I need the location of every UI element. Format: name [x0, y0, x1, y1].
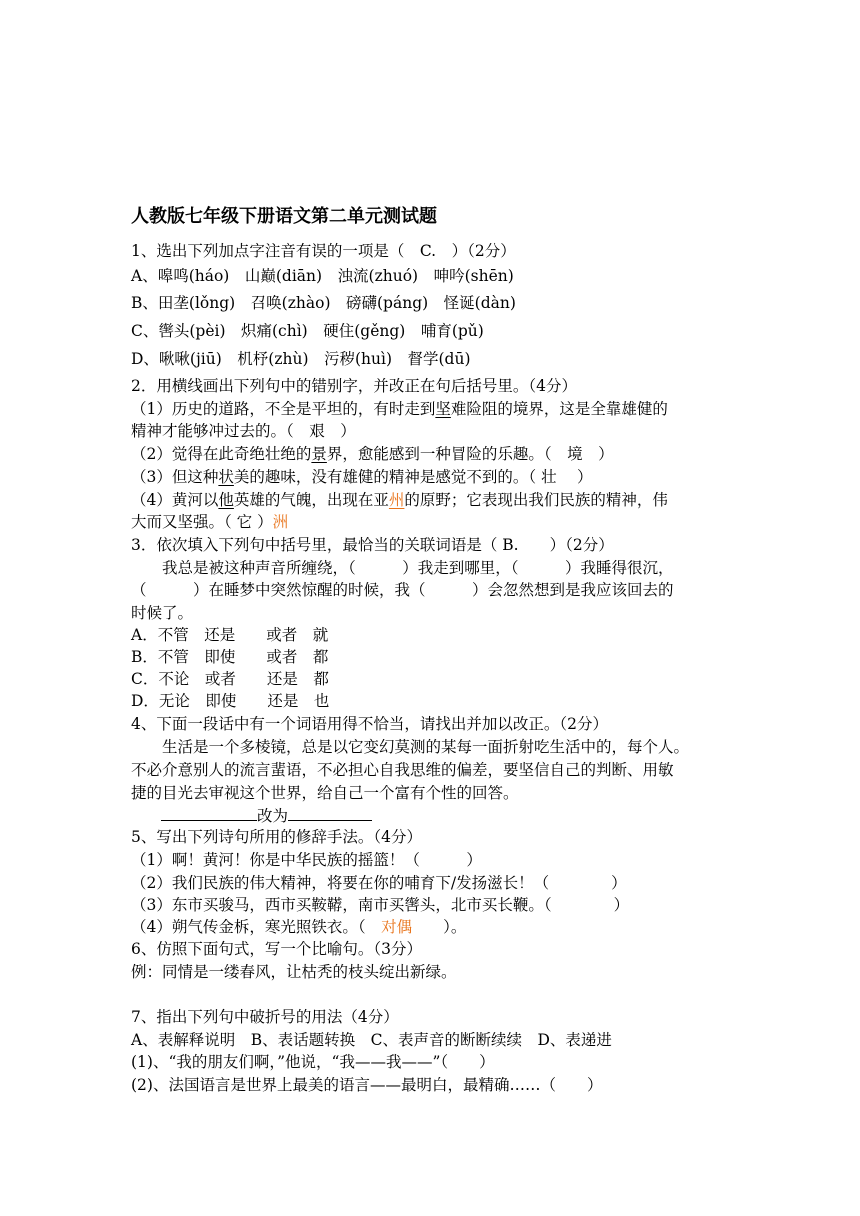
q4-passage-line-2: 不必介意别人的流言蜚语，不必担心自我思维的偏差，要坚信自己的判断、用敏	[131, 761, 674, 779]
q4-blank-correct-word[interactable]	[288, 804, 372, 821]
q1-option-c: C、辔头(pèi) 炽痛(chì) 硬住(gěng) 哺育(pǔ)	[131, 322, 484, 340]
q4-answer-line	[131, 804, 372, 827]
q7-sentence-1: (1)、“我的朋友们啊，”他说，“我——我——”（ ）	[131, 1053, 495, 1071]
q1-option-b: B、田垄(lǒng) 召唤(zhào) 磅礴(páng) 怪诞(dàn)	[131, 294, 516, 312]
q7-sentence-2: (2)、法国语言是世界上最美的语言——最明白，最精确……（ ）	[131, 1076, 603, 1094]
q2-stem: 2．用横线画出下列句中的错别字，并改正在句后括号里。（4分）	[131, 377, 577, 395]
q7-options: A、表解释说明 B、表话题转换 C、表声音的断断续续 D、表递进	[131, 1031, 612, 1049]
q6-stem: 6、仿照下面句式，写一个比喻句。（3分）	[131, 940, 422, 958]
q4-blank-wrong-word[interactable]	[161, 804, 257, 821]
q5-line-2: （2）我们民族的伟大精神，将要在你的哺育下/发扬滋长！（ ）	[131, 874, 627, 892]
q2-s2-text-post: 界，愈能感到一种冒险的乐趣。（ 境 ）	[326, 445, 614, 463]
q5-line-1: （1）啊！黄河！你是中华民族的摇篮！（ ）	[131, 851, 482, 869]
q2-sentence-1	[131, 398, 668, 420]
q4-passage-line-3: 捷的目光去审视这个世界，给自己一个富有个性的回答。	[131, 784, 519, 802]
q2-sentence-3	[131, 466, 593, 488]
q4-passage-line-1: 生活是一个多棱镜，总是以它变幻莫测的某每一面折射吃生活中的，每个人。	[131, 738, 690, 756]
q2-s1-text-pre: （1）历史的道路，不全是平坦的，有时走到	[131, 400, 436, 418]
q3-option-d: D．无论 即使 还是 也	[131, 692, 330, 710]
q3-passage-line-2: （ ）在睡梦中突然惊醒的时候，我（ ）会忽然想到是我应该回去的	[131, 581, 674, 599]
q1-option-a: A、嗥鸣(háo) 山巅(diān) 浊流(zhuó) 呻吟(shēn)	[131, 267, 514, 285]
q2-s4-text-pre: （4）黄河以	[131, 491, 219, 509]
q3-stem: 3．依次填入下列句中括号里，最恰当的关联词语是（ B. ）（2分）	[131, 536, 614, 554]
q2-s2-error-char: 景	[311, 445, 327, 463]
q2-sentence-4-cont	[131, 511, 288, 533]
q3-passage-line-1: 我总是被这种声音所缠绕，（ ）我走到哪里，（ ）我睡得很沉，	[131, 559, 674, 577]
q2-s4-error-char-1: 他	[218, 491, 234, 509]
q4-change-to-label: 改为	[257, 807, 289, 825]
q3-option-c: C．不论 或者 还是 都	[131, 670, 329, 688]
q1-option-d: D、啾啾(jiū) 机杼(zhù) 污秽(huì) 督学(dū)	[131, 350, 471, 368]
q4-stem: 4、下面一段话中有一个词语用得不恰当，请找出并加以改正。（2分）	[131, 715, 608, 733]
q2-sentence-1-cont: 精神才能够冲过去的。（ 艰 ）	[131, 422, 356, 440]
q5-stem: 5、写出下列诗句所用的修辞手法。（4分）	[131, 828, 422, 846]
q5-line-3: （3）东市买骏马，西市买鞍鞯，南市买辔头，北市买长鞭。（ ）	[131, 896, 630, 914]
q5-line-4-answer: 对偶	[381, 918, 413, 936]
q2-s1-error-char: 坚	[435, 400, 451, 418]
q5-line-4	[131, 916, 466, 938]
q2-s4-text-post: 的原野；它表现出我们民族的精神，伟	[404, 491, 668, 509]
q2-s2-text-pre: （2）觉得在此奇绝壮绝的	[131, 445, 312, 463]
q2-sentence-4	[131, 489, 668, 511]
q3-option-a: A．不管 还是 或者 就	[131, 626, 329, 644]
q2-s1-text-post: 难险阻的境界，这是全靠雄健的	[450, 400, 668, 418]
q2-s4-cont-text: 大而又坚强。（ 它 ）	[131, 513, 273, 531]
q2-s4-error-char-2: 州	[388, 491, 405, 509]
q7-stem: 7、指出下列句中破折号的用法（4分）	[131, 1008, 399, 1026]
q6-example: 例：同情是一缕春风，让枯秃的枝头绽出新绿。	[131, 963, 457, 981]
q5-line-4-text: （4）朔气传金柝，寒光照铁衣。（	[131, 918, 382, 936]
q2-s3-error-char: 状	[218, 468, 234, 486]
q5-line-4-close: ）。	[412, 918, 467, 936]
q1-stem: 1、选出下列加点字注音有误的一项是（ C. ）（2分）	[131, 242, 516, 260]
page-title: 人教版七年级下册语文第二单元测试题	[131, 206, 437, 227]
q2-s3-text-pre: （3）但这种	[131, 468, 219, 486]
q2-s4-answer: 洲	[272, 513, 289, 531]
q3-option-b: B．不管 即使 或者 都	[131, 648, 329, 666]
q3-passage-line-3: 时候了。	[131, 604, 194, 622]
q2-s4-text-mid: 英雄的气魄，出现在亚	[233, 491, 389, 509]
q2-sentence-2	[131, 443, 614, 465]
q2-s3-text-post: 美的趣味，没有雄健的精神是感觉不到的。（ 壮 ）	[233, 468, 593, 486]
